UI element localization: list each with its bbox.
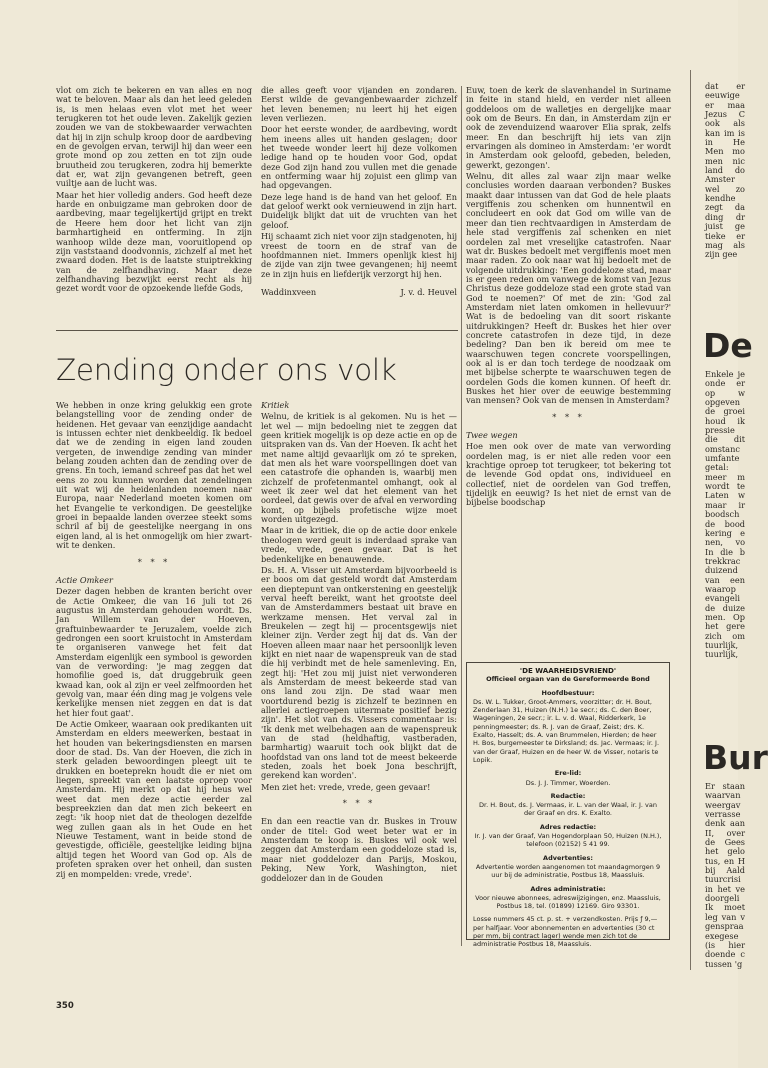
zending-paragraph: Dezer dagen hebben de kranten bericht over de Actie Omkeer, die van 16 juli tot 26 augustus in Amsterdam gehouden wordt. Ds. Jan Willem van der Hoeven, graftuinbewaarder te Jeruzalem, voelde zich gedrongen een soort kruistocht in Amsterdam te organiseren vanwege het feit dat Amsterdam eigenlijk een symbool is geworden van de verwording: 'je mag zeggen dat homofilie goed is, dat druggebruik geen kwaad kan, ook al zijn er veel zelfmoorden het gevolg van, maar één ding mag je volgens vele kerkelijke mensen niet zeggen en dat is dat het hier fout gaat'. xyxy=(56,586,252,718)
colophon-text: Ir. J. van der Graaf, Van Hogendorplaan 50, Huizen (N.H.), telefoon (02152) 5 41 99. xyxy=(474,832,662,849)
colophon-box xyxy=(466,662,670,949)
vertical-divider xyxy=(461,86,462,946)
colophon-text: Ds. J. J. Timmer, Woerden. xyxy=(525,778,611,787)
zending-intro: We hebben in onze kring gelukkig een grote belangstelling voor de zending onder de heidenen. Het gevaar van eenzijdige aandacht is intussen echter niet denkbeeldig. Ik bedoel dat we de zending in eigen land zouden vergeten, de inwendige zending van minder belang zouden achten dan de zending over de grens. En toch, iemand schreef pas dat het wel eens zo zou kunnen worden dat zendelingen uit wat wij de heidenlanden noemen naar Europa, naar Nederland moeten komen om het Evangelie te verkondigen. De geestelijke groei in bepaalde landen overzee steekt soms schril af bij de geestelijke neergang in ons eigen land, al is het onmogelijk om hier zwart-wit te denken. xyxy=(56,400,252,551)
twee-wegen-paragraph: Hoe men ook over de mate van verwording oordelen mag, is er niet alle reden voor een krachtige oproep tot terugkeer, tot bekering tot de levende God opdat ons, individueel en collectief, niet de oordelen van God treffen, tijdelijk en eeuwig? Is het niet de ernst van de bijbelse boodschap xyxy=(466,441,671,508)
article1-paragraph: Deze lege hand is de hand van het geloof. En dat geloof werkt ook vernieuwend in zijn hart. Duidelijk blijkt dat uit de vruchten van het geloof. xyxy=(261,191,457,230)
kritiek-paragraph: Maar in de kritiek, die op de actie door enkele theologen werd geuit is inderdaad sprake van vrede, vrede, geen gevaar. Dat is het bedenkelijke en benauwende. xyxy=(261,525,457,564)
page-number: 350 xyxy=(56,1001,74,1011)
colophon-text: Dr. H. Bout, ds. J. Vermaas, ir. L. van der Waal, ir. J. van der Graaf en drs. K. Exalto. xyxy=(479,801,657,818)
colophon-heading: Ere-lid: xyxy=(554,769,582,778)
colophon-heading: Redactie: xyxy=(550,791,586,800)
colophon-subtitle: Officieel orgaan van de Gereformeerde Bond xyxy=(486,675,650,684)
zending-column-1 xyxy=(56,401,252,881)
column-3 xyxy=(466,86,671,510)
article1-paragraph: Door het eerste wonder, de aardbeving, wordt hem ineens alles uit handen geslagen; door het tweede wonder leert hij deze volkomen ledige hand op te houden voor God, opdat deze God zijn hand zou vullen met die genade en ontferming waar hij zojuist een glimp van had opgevangen. xyxy=(261,124,457,191)
kritiek-paragraph: Men ziet het: vrede, vrede, geen gevaar! xyxy=(261,781,431,792)
article1-paragraph: Hij schaamt zich niet voor zijn stadgenoten, hij vreest de toorn en de straf van de hoofdmannen niet. Immers openlijk kiest hij de zijde van zijn twee gevangenen; hij neemt ze in zijn huis en liefderijk verzorgt hij hen. xyxy=(261,231,457,279)
colophon-heading: Adres administratie: xyxy=(530,884,606,893)
horizontal-divider xyxy=(56,330,458,331)
kritiek-paragraph: En dan een reactie van dr. Buskes in Trouw onder de titel: God weet beter wat er in Amsterdam te koop is. Buskes wil ook wel zeggen dat Amsterdam een goddeloze stad is, maar niet goddelozer dan Parijs, Moskou, Peking, New York, Washington, niet goddelozer dan in de Gouden xyxy=(261,816,457,883)
subheading-actie-omkeer: Actie Omkeer xyxy=(56,574,113,585)
page-headline: Zending onder ons volk xyxy=(56,353,397,387)
article1-signature xyxy=(261,288,457,297)
vertical-divider xyxy=(690,70,691,970)
article1-paragraph: vlot om zich te bekeren en van alles en nog wat te beloven. Maar als dan het leed geleden is, is men helaas even vlot met het weer terugkeren tot het oude leven. Zakelijk gezien zouden we van de stokbewaarder verwachten dat hij in zijn schulp kroop door de aardbeving en de gevolgen ervan, terwijl hij dan weer een grote mond op zou zetten en tot zijn oude bruutheid zou terugkeren, zodra hij bemerkte dat er, wat zijn gevangenen betreft, geen vuiltje aan de lucht was. xyxy=(56,85,252,189)
side-column-middle xyxy=(705,370,745,715)
side-headline-2: Bur xyxy=(703,738,768,777)
column3-paragraph: Welnu, dit alles zal waar zijn maar welke conclusies worden daaraan verbonden? Buskes maakt daar intussen van dat God de hele plaats vergiffenis zou schenken om hunnentwil en concludeert en ook dat God om wille van de meer dan tien rechtvaardigen in Amsterdam de hele stad vergiffenis zal schenken en niet oordelen zal met vreselijke catastrofen. Naar wat dr. Buskes bedoelt met vergiffenis moet men maar raden. Zo ook naar wat hij bedoelt met de volgende uitdrukking: 'Een goddeloze stad, maar is er geen reden om vanwege de komst van Jezus Christus deze goddeloze stad een grote stad van God te noemen?' Of met de zin: 'God zal Amsterdam niet laten omkomen in hellevuur?' Wat is de bedoeling van dit soort riskante uitdrukkingen? Heeft dr. Buskes het hier over concrete catastrofen in deze tijd, in deze bedeling? Dan ben ik bereid om mee te waarschuwen tegen concrete voorspellingen, ook al is er dan toch terdege de noodzaak om met bijbelse scherpte te waarschuwen tegen de oordelen Gods die komen kunnen. Of heeft dr. Buskes het hier over de eeuwige bestemming van mensen? Ook van de mensen in Amsterdam? xyxy=(466,171,671,406)
section-separator: * * * xyxy=(342,798,376,809)
side-text: dat er eeuwige er maa Jezus C ook als kan im is in He Men mo men nic land do Amster wel zo kendhe zegt da ding dr juist ge tieke er mag als zijn gee xyxy=(705,81,745,260)
colophon-heading: Adres redactie: xyxy=(539,822,597,831)
colophon-heading: Hoofdbestuur: xyxy=(541,688,595,697)
column3-paragraph: Euw, toen de kerk de slavenhandel in Suriname in feite in stand hield, en verder niet alleen goddeloos om de walletjes en dergelijke maar ook om de Beurs. En dan, in Amsterdam zijn er ook de zevenduizend waarover Elia sprak, zelfs meer. En dan beschrijft hij iets van zijn ervaringen als domineo in Amsterdam: 'er wordt in Amsterdam ook geloofd, gebeden, beleden, gewerkt, gezongen'. xyxy=(466,85,671,170)
zending-paragraph: De Actie Omkeer, waaraan ook predikanten uit Amsterdam en elders meewerken, bestaat in het houden van bekeringsdiensten en marsen door de stad. Ds. Van der Hoeven, die zich in sterk geladen bewoordingen pleegt uit te drukken en boeteprekn houdt die er niet om liegen, spreekt van een laatste oproep voor Amsterdam. Hij merkt op dat hij heus wel weet dat men deze actie eerder zal bespreekzien dan dat men zich bekeert en zegt: 'ik hoop niet dat de theologen dezelfde weg zullen gaan als in het Oude en het Nieuwe Testament, want in beide stond de gevestigde, officiële, geestelijke leiding bijna altijd tegen het Woord van God op. Als de profeten spraken over het onheil, dan susten zij en mompelden: vrede, vrede'. xyxy=(56,719,252,879)
article1-paragraph: Maar het hier volledig anders. God heeft deze harde en onbuigzame man gebroken door de aardbeving, maar tegelijkertijd grijpt en trekt de Heere hem door het licht van zijn barmhartigheid en ontferming. In zijn wanhoop wilde deze man, vooruitlopend op zijn vaststaand doodvonnis, zichzelf al met het zwaard doden. Het is de laatste stuiptrekking van de zelfhandhaving. Maar deze zelfhandhaving bezwijkt eerst recht als hij gezet wordt voor de opzoekende liefde Gods, xyxy=(56,189,252,294)
kritiek-paragraph: Ds. H. A. Visser uit Amsterdam bijvoorbeeld is er boos om dat gesteld wordt dat Amsterdam een dieptepunt van ontkerstening en geestelijk verval heeft bereikt, want het grootste deel van de Amsterdammers bestaat uit brave en werkzame mensen. Het verval zal in Breukelen — zegt hij — procentsgewijs niet kleiner zijn. Verder zegt hij dat ds. Van der Hoeven alleen maar naar het persoonlijk leven kijkt en niet naar de wapenspreuk van de stad die hij verbindt met de hele samenleving. En, zegt hij: 'Het zou mij juist niet verwonderen als Amsterdam de meest bekeerde stad van ons land zou zijn. De stad waar men voortdurend bezig is zichzelf te bezinnen en allerlei actiegroepen uitermate positief bezig zijn'. Het slot van ds. Vissers commentaar is: 'Ik denk met welbehagen aan de wapenspreuk van de stad (heldhaftig, vastberaden, barmhartig) waaruit toch ook blijkt dat de hoofdstad van ons land tot de meest bekeerde steden, zoals het boek Jona beschrijft, gerekend kan worden'. xyxy=(261,564,457,781)
side-headline-1: De xyxy=(703,326,753,365)
subheading-twee-wegen: Twee wegen xyxy=(466,430,518,441)
article1-column-2 xyxy=(261,86,457,297)
kritiek-paragraph: Welnu, de kritiek is al gekomen. Nu is het — let wel — mijn bedoeling niet te zeggen dat geen kritiek mogelijk is op deze actie en op de uitspraken van ds. Van der Hoeven. Ik acht het met name altijd gevaarlijk om zó te spreken, dat men als het ware voorspellingen doet van een catastrofe die ophanden is, waarbij men zichzelf de profetenmantel omhangt, ook al weet ik zeer wel dat het element van het oordeel, dat gewis over de afval en verwording komt, op bijbels profetische wijze moet worden uitgezegd. xyxy=(261,411,457,525)
kritiek-column xyxy=(261,401,457,885)
colophon-price: Losse nummers 45 ct. p. st. + verzendkosten. Prijs ƒ 9,— per halfjaar. Voor abonnementen en advertenties (30 ct per mm, bij contract lager) wende men zich tot de administratie Postbus 18, Maassluis. xyxy=(473,915,658,949)
side-text: Er staan waarvan weergav verrasse denk aan II, over de Gees het gelo tus, en H bij Aald tuurcrisi in het ve doorgeli Ik moet leg van v genspraa exegese (is hier doende c tussen 'g xyxy=(705,781,745,969)
signature-place: Waddinxveen xyxy=(261,286,317,297)
signature-author: J. v. d. Heuvel xyxy=(400,286,457,297)
side-text: Enkele je onde er op w opgeven de groei houd ik pressie die dit omstanc umfante getal: meer m wordt te Laten w maar ir boodsch de bood kering e nen, vo In die b trekkrac duizend van een waarop evangeli de duize men. Op het gere zich om tuurlijk, tuurlijk, xyxy=(705,369,745,660)
article1-column-1 xyxy=(56,86,252,296)
colophon-text: Ds. W. L. Tukker, Groot-Ammers, voorzitter; dr. H. Bout, Zenderlaan 31, Huizen (N.H.) 1e secr.; ds. C. den Boer, Wageningen, 2e secr.; ir. L. v. d. Waal, Ridderkerk, 1e penningmeester; ds. R. J. van de Graaf, Zeist; drs. K. Exalto, Hasselt; ds. A. van Brummelen, Hierden; de heer H. Bos, burgemeester te Dirksland; ds. Jac. Vermaas; ir. J. van der Graaf, Huizen en de heer W. de Visser, notaris te Lopik. xyxy=(473,697,660,764)
article1-paragraph: die alles geeft voor vijanden en zondaren. Eerst wilde de gevangenbewaarder zichzelf het leven benemen; nu leert hij het eigen leven verliezen. xyxy=(261,85,457,124)
section-separator: * * * xyxy=(137,556,171,567)
colophon-heading: Advertenties: xyxy=(543,853,593,862)
colophon-title: 'DE WAARHEIDSVRIEND' xyxy=(519,666,617,675)
colophon-text: Voor nieuwe abonnees, adreswijzigingen, enz. Maassluis, Postbus 18, tel. (01899) 12169. Giro 93301. xyxy=(475,893,661,911)
colophon-text: Advertentiе worden aangenomen tot maandagmorgen 9 uur bij de administratie, Postbus 18, Maassluis. xyxy=(475,862,661,880)
side-column-top xyxy=(705,82,745,292)
subheading-kritiek: Kritiek xyxy=(261,400,290,410)
side-column-bottom xyxy=(705,781,745,969)
section-separator: * * * xyxy=(552,411,585,422)
